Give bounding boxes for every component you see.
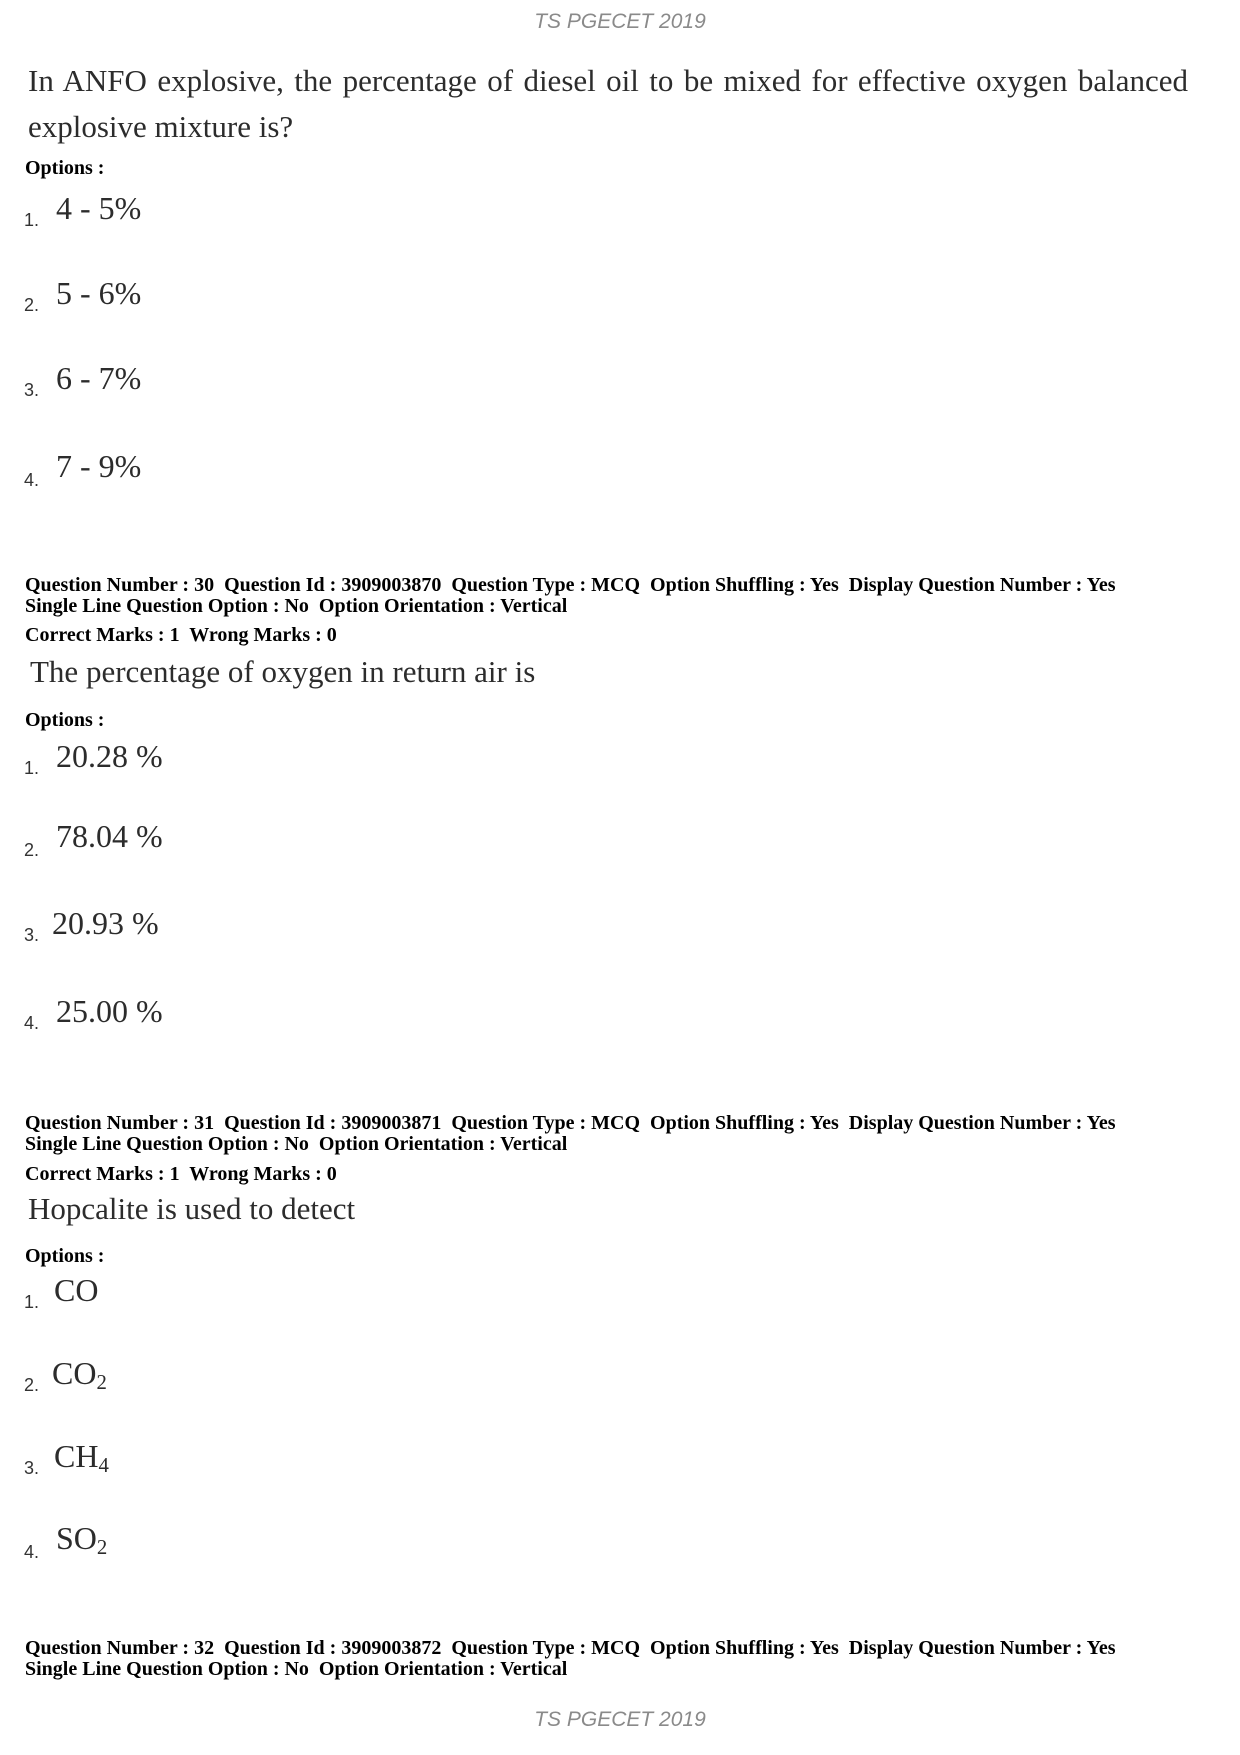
page-footer: TS PGECET 2019 [534, 1708, 706, 1731]
option-text: 6 - 7% [56, 360, 142, 396]
option-text: 4 - 5% [56, 190, 142, 226]
q29-options-label: Options : [25, 157, 105, 179]
option-number: 3. [24, 925, 40, 945]
option-number: 1. [24, 210, 40, 230]
option-number: 2. [24, 1375, 40, 1395]
option-number: 4. [24, 1542, 40, 1562]
q30-options-label: Options : [25, 709, 105, 731]
question-30-text: The percentage of oxygen in return air is [30, 654, 536, 689]
option-text [54, 1438, 109, 1478]
q31-options-label: Options : [25, 1245, 105, 1267]
formula-subscript: 4 [98, 1454, 109, 1478]
option-text: 5 - 6% [56, 275, 142, 311]
option-number: 2. [24, 840, 40, 860]
formula-subscript: 2 [96, 1536, 108, 1560]
option-text: 78.04 % [56, 818, 163, 854]
q31-meta-line-2: Single Line Question Option : No Option Orientation : Vertical [25, 1133, 568, 1155]
option-text [54, 1272, 98, 1312]
option-number: 2. [24, 295, 40, 315]
q30-meta-line-1: Question Number : 30 Question Id : 3909003870 Question Type : MCQ Option Shuffling : Yes Display Question Number : Yes [25, 574, 1116, 596]
option-text: 7 - 9% [56, 448, 142, 484]
q32-meta-line-2: Single Line Question Option : No Option Orientation : Vertical [25, 1658, 568, 1680]
formula-base: CO [54, 1272, 99, 1308]
option-text [52, 1355, 107, 1395]
option-number: 3. [24, 380, 40, 400]
option-number: 4. [24, 1013, 40, 1033]
q31-marks: Correct Marks : 1 Wrong Marks : 0 [25, 1163, 337, 1185]
option-text [56, 1520, 107, 1560]
formula-base: CH [54, 1438, 99, 1474]
option-number: 3. [24, 1458, 40, 1478]
formula-base: CO [52, 1355, 97, 1391]
q31-meta-line-1: Question Number : 31 Question Id : 3909003871 Question Type : MCQ Option Shuffling : Yes Display Question Number : Yes [25, 1112, 1116, 1134]
q30-marks: Correct Marks : 1 Wrong Marks : 0 [25, 624, 337, 646]
option-text: 25.00 % [56, 993, 163, 1029]
formula-base: SO [56, 1520, 97, 1556]
option-number: 4. [24, 470, 40, 490]
formula-subscript: 2 [96, 1371, 107, 1395]
option-number: 1. [24, 1292, 40, 1312]
option-number: 1. [24, 758, 40, 778]
question-31-text: Hopcalite is used to detect [28, 1191, 356, 1226]
page-header: TS PGECET 2019 [534, 10, 706, 33]
q30-meta-line-2: Single Line Question Option : No Option Orientation : Vertical [25, 595, 568, 617]
option-text: 20.93 % [52, 905, 159, 941]
question-29-text: In ANFO explosive, the percentage of diesel oil to be mixed for effective oxygen balanced explosive mixture is? [28, 63, 1188, 144]
q32-meta-line-1: Question Number : 32 Question Id : 3909003872 Question Type : MCQ Option Shuffling : Yes Display Question Number : Yes [25, 1637, 1116, 1659]
option-text: 20.28 % [56, 738, 163, 774]
